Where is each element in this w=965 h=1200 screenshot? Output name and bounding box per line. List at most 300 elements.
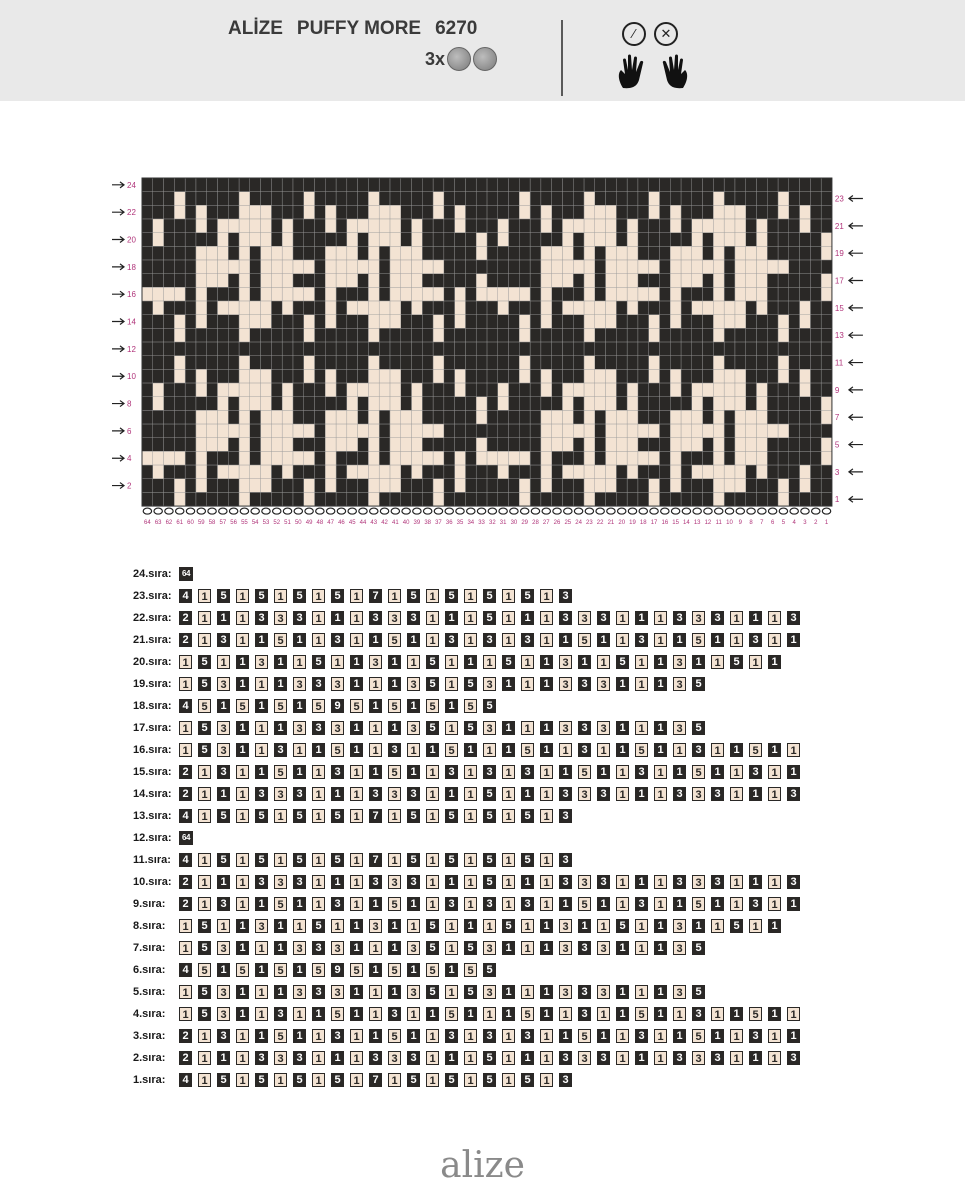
light-stitch-count: 1: [730, 611, 743, 625]
light-stitch-count: 1: [521, 919, 534, 933]
light-stitch-count: 1: [521, 721, 534, 735]
dark-stitch-count: 1: [331, 611, 344, 625]
chart-cell: [401, 219, 412, 233]
chart-cell: [142, 424, 153, 438]
chart-cell: [487, 342, 498, 356]
dark-stitch-count: 1: [369, 963, 382, 977]
cast-on-loop-icon: [219, 508, 227, 514]
chart-cell: [541, 383, 552, 397]
chart-cell: [401, 205, 412, 219]
chart-cell: [336, 219, 347, 233]
chart-cell: [304, 369, 315, 383]
chart-cell: [412, 438, 423, 452]
chart-cell: [541, 260, 552, 274]
dark-stitch-count: 1: [350, 677, 363, 691]
light-stitch-count: 5: [274, 699, 287, 713]
cast-on-loop-icon: [337, 508, 345, 514]
light-stitch-count: 1: [711, 743, 724, 757]
chart-cell: [541, 205, 552, 219]
row-instruction: [133, 871, 833, 893]
chart-cell: [562, 397, 573, 411]
light-stitch-count: 1: [654, 1029, 667, 1043]
light-stitch-count: 1: [198, 787, 211, 801]
chart-cell: [347, 178, 358, 192]
light-stitch-count: 1: [426, 853, 439, 867]
dark-stitch-count: 3: [407, 1051, 420, 1065]
chart-cell: [142, 465, 153, 479]
cast-on-loop-icon: [445, 508, 453, 514]
chart-cell: [767, 383, 778, 397]
chart-cell: [444, 465, 455, 479]
dark-stitch-count: 3: [673, 1051, 686, 1065]
chart-cell: [573, 301, 584, 315]
chart-cell: [746, 479, 757, 493]
chart-cell: [649, 410, 660, 424]
dark-stitch-count: 5: [426, 919, 439, 933]
dark-stitch-count: 1: [388, 941, 401, 955]
light-stitch-count: 1: [673, 743, 686, 757]
chart-cell: [422, 383, 433, 397]
dark-stitch-count: 1: [711, 1029, 724, 1043]
chart-cell: [530, 192, 541, 206]
row-label: 19.sıra:: [133, 678, 172, 690]
chart-cell: [412, 205, 423, 219]
light-stitch-count: 1: [293, 743, 306, 757]
light-stitch-count: 3: [597, 941, 610, 955]
chart-cell: [713, 246, 724, 260]
chart-cell: [584, 356, 595, 370]
dark-stitch-count: 1: [616, 1007, 629, 1021]
chart-cell: [379, 301, 390, 315]
light-stitch-count: 1: [198, 809, 211, 823]
chart-cell: [336, 424, 347, 438]
chart-cell: [552, 328, 563, 342]
chart-cell: [735, 274, 746, 288]
chart-cell: [670, 246, 681, 260]
chart-cell: [767, 479, 778, 493]
dark-stitch-count: 3: [217, 897, 230, 911]
chart-cell: [487, 424, 498, 438]
light-stitch-count: 1: [198, 1051, 211, 1065]
light-stitch-count: 3: [673, 941, 686, 955]
chart-cell: [174, 246, 185, 260]
chart-cell: [164, 178, 175, 192]
chart-cell: [476, 260, 487, 274]
chart-cell: [261, 410, 272, 424]
chart-cell: [368, 369, 379, 383]
chart-cell: [552, 260, 563, 274]
chart-cell: [756, 424, 767, 438]
chart-cell: [293, 424, 304, 438]
light-stitch-count: 1: [749, 655, 762, 669]
chart-cell: [789, 315, 800, 329]
chart-cell: [541, 369, 552, 383]
cast-on-loop-icon: [779, 508, 787, 514]
chart-cell: [217, 397, 228, 411]
dark-stitch-count: 3: [217, 1029, 230, 1043]
light-stitch-count: 1: [236, 1029, 249, 1043]
chart-cell: [304, 356, 315, 370]
stitch-counts: [179, 1029, 800, 1043]
chart-cell: [810, 397, 821, 411]
chart-cell: [649, 192, 660, 206]
dark-stitch-count: 3: [369, 875, 382, 889]
chart-cell: [153, 397, 164, 411]
chart-cell: [756, 342, 767, 356]
chart-cell: [455, 438, 466, 452]
chart-cell: [810, 192, 821, 206]
light-stitch-count: 5: [578, 633, 591, 647]
chart-cell: [681, 410, 692, 424]
chart-cell: [649, 328, 660, 342]
chart-cell: [724, 205, 735, 219]
chart-cell: [476, 205, 487, 219]
chart-cell: [390, 424, 401, 438]
cast-on-loop-icon: [747, 508, 755, 514]
chart-cell: [250, 260, 261, 274]
chart-cell: [358, 205, 369, 219]
chart-cell: [595, 260, 606, 274]
chart-cell: [713, 233, 724, 247]
chart-cell: [153, 205, 164, 219]
chart-cell: [336, 246, 347, 260]
chart-cell: [735, 397, 746, 411]
light-stitch-count: 1: [635, 941, 648, 955]
chart-cell: [185, 178, 196, 192]
chart-cell: [746, 205, 757, 219]
stitch-counts: [179, 589, 572, 603]
chart-cell: [519, 219, 530, 233]
chart-cell: [444, 356, 455, 370]
cast-on-loop-icon: [812, 508, 820, 514]
chart-cell: [713, 274, 724, 288]
chart-cell: [595, 383, 606, 397]
chart-cell: [509, 219, 520, 233]
chart-cell: [713, 287, 724, 301]
chart-cell: [239, 451, 250, 465]
chart-cell: [800, 328, 811, 342]
chart-cell: [703, 233, 714, 247]
chart-cell: [778, 342, 789, 356]
chart-cell: [196, 492, 207, 506]
chart-cell: [412, 192, 423, 206]
chart-cell: [153, 410, 164, 424]
dark-stitch-count: 2: [179, 1029, 192, 1043]
chart-cell: [821, 246, 832, 260]
chart-cell: [713, 260, 724, 274]
chart-cell: [595, 492, 606, 506]
column-number: 21: [607, 520, 615, 527]
chart-cell: [595, 246, 606, 260]
chart-cell: [293, 479, 304, 493]
chart-cell: [487, 301, 498, 315]
chart-cell: [789, 451, 800, 465]
chart-cell: [800, 192, 811, 206]
chart-cell: [336, 342, 347, 356]
dark-stitch-count: 3: [787, 875, 800, 889]
chart-cell: [606, 219, 617, 233]
chart-cell: [336, 465, 347, 479]
chart-cell: [498, 301, 509, 315]
light-stitch-count: 1: [426, 765, 439, 779]
chart-cell: [455, 287, 466, 301]
chart-cell: [552, 274, 563, 288]
chart-cell: [724, 233, 735, 247]
chart-cell: [659, 301, 670, 315]
light-stitch-count: 1: [445, 919, 458, 933]
dark-stitch-count: 1: [711, 765, 724, 779]
chart-cell: [509, 274, 520, 288]
chart-cell: [638, 465, 649, 479]
chart-cell: [174, 424, 185, 438]
chart-cell: [314, 342, 325, 356]
dark-stitch-count: 3: [559, 853, 572, 867]
cast-on-loop-icon: [715, 508, 723, 514]
dark-stitch-count: 1: [407, 963, 420, 977]
light-stitch-count: 1: [616, 897, 629, 911]
chart-cell: [314, 479, 325, 493]
chart-cell: [638, 492, 649, 506]
chart-cell: [638, 383, 649, 397]
chart-cell: [627, 246, 638, 260]
dark-stitch-count: 5: [407, 809, 420, 823]
chart-cell: [800, 178, 811, 192]
chart-cell: [681, 424, 692, 438]
chart-cell: [185, 260, 196, 274]
chart-cell: [821, 260, 832, 274]
light-stitch-count: 1: [312, 633, 325, 647]
chart-cell: [519, 438, 530, 452]
chart-cell: [347, 287, 358, 301]
chart-cell: [659, 246, 670, 260]
light-stitch-count: 1: [464, 611, 477, 625]
light-stitch-count: 1: [787, 1007, 800, 1021]
light-stitch-count: 1: [236, 765, 249, 779]
chart-cell: [498, 246, 509, 260]
light-stitch-count: 1: [540, 611, 553, 625]
dark-stitch-count: 3: [711, 1051, 724, 1065]
dark-stitch-count: 5: [331, 853, 344, 867]
chart-cell: [767, 356, 778, 370]
chart-cell: [681, 328, 692, 342]
dark-stitch-count: 1: [540, 941, 553, 955]
light-stitch-count: 1: [616, 765, 629, 779]
chart-cell: [800, 397, 811, 411]
chart-cell: [422, 479, 433, 493]
chart-cell: [519, 397, 530, 411]
light-stitch-count: 1: [426, 1051, 439, 1065]
dark-stitch-count: 3: [293, 611, 306, 625]
dark-stitch-count: 1: [464, 919, 477, 933]
chart-cell: [304, 192, 315, 206]
chart-cell: [196, 246, 207, 260]
chart-cell: [250, 424, 261, 438]
chart-cell: [638, 369, 649, 383]
light-stitch-count: 1: [540, 1029, 553, 1043]
chart-cell: [562, 479, 573, 493]
dark-stitch-count: 1: [388, 985, 401, 999]
chart-cell: [627, 178, 638, 192]
chart-cell: [390, 356, 401, 370]
skein-count: 3x: [425, 48, 446, 69]
light-stitch-count: 3: [407, 941, 420, 955]
chart-cell: [196, 397, 207, 411]
chart-cell: [455, 233, 466, 247]
chart-cell: [552, 383, 563, 397]
chart-cell: [358, 410, 369, 424]
light-stitch-count: 1: [616, 1029, 629, 1043]
chart-cell: [250, 246, 261, 260]
chart-cell: [164, 383, 175, 397]
chart-cell: [692, 479, 703, 493]
chart-cell: [530, 301, 541, 315]
chart-cell: [228, 260, 239, 274]
chart-cell: [584, 192, 595, 206]
skein-quantity: [425, 46, 499, 72]
row-label: 18.sıra:: [133, 700, 172, 712]
dark-stitch-count: 1: [236, 941, 249, 955]
chart-cell: [670, 219, 681, 233]
chart-cell: [271, 342, 282, 356]
chart-cell: [196, 465, 207, 479]
column-number: 64: [144, 520, 151, 527]
chart-cell: [293, 328, 304, 342]
chart-cell: [713, 192, 724, 206]
chart-cell: [616, 369, 627, 383]
chart-cell: [282, 233, 293, 247]
chart-cell: [767, 287, 778, 301]
chart-cell: [228, 479, 239, 493]
chart-cell: [293, 192, 304, 206]
light-stitch-count: 1: [179, 677, 192, 691]
light-stitch-count: 3: [692, 787, 705, 801]
chart-cell: [196, 301, 207, 315]
chart-cell: [595, 356, 606, 370]
chart-cell: [584, 315, 595, 329]
chart-cell: [767, 342, 778, 356]
chart-cell: [379, 274, 390, 288]
chart-cell: [347, 451, 358, 465]
chart-cell: [282, 451, 293, 465]
light-stitch-count: 3: [217, 941, 230, 955]
chart-cell: [756, 260, 767, 274]
column-number: 19: [629, 520, 636, 527]
dark-stitch-count: 1: [426, 743, 439, 757]
chart-cell: [498, 315, 509, 329]
dark-stitch-count: 5: [407, 1073, 420, 1087]
chart-cell: [153, 342, 164, 356]
dark-stitch-count: 3: [369, 1051, 382, 1065]
chart-cell: [800, 205, 811, 219]
chart-cell: [390, 369, 401, 383]
chart-cell: [584, 424, 595, 438]
dark-stitch-count: 1: [616, 985, 629, 999]
light-stitch-count: 3: [559, 655, 572, 669]
dark-stitch-count: 5: [198, 1007, 211, 1021]
cast-on-loop-icon: [186, 508, 194, 514]
chart-cell: [164, 274, 175, 288]
chart-cell: [659, 451, 670, 465]
chart-cell: [336, 451, 347, 465]
dark-stitch-count: 1: [331, 1051, 344, 1065]
chart-cell: [606, 192, 617, 206]
column-number: 20: [618, 520, 626, 527]
chart-cell: [746, 356, 757, 370]
chart-cell: [519, 410, 530, 424]
chart-cell: [185, 424, 196, 438]
chart-cell: [562, 328, 573, 342]
stitch-counts: [179, 831, 193, 845]
chart-cell: [778, 410, 789, 424]
chart-cell: [810, 287, 821, 301]
row-instruction: [133, 717, 833, 739]
chart-cell: [519, 287, 530, 301]
chart-cell: [325, 287, 336, 301]
dark-stitch-count: 3: [749, 633, 762, 647]
chart-cell: [756, 397, 767, 411]
chart-cell: [314, 424, 325, 438]
chart-cell: [476, 287, 487, 301]
light-stitch-count: 1: [635, 985, 648, 999]
stitch-counts: [179, 963, 496, 977]
chart-cell: [153, 356, 164, 370]
chart-cell: [821, 328, 832, 342]
dark-stitch-count: 3: [521, 1029, 534, 1043]
chart-cell: [390, 274, 401, 288]
chart-cell: [821, 356, 832, 370]
chart-cell: [444, 369, 455, 383]
chart-cell: [282, 246, 293, 260]
chart-cell: [142, 260, 153, 274]
row-label: 24.sıra:: [133, 568, 172, 580]
chart-cell: [562, 383, 573, 397]
chart-cell: [325, 192, 336, 206]
chart-cell: [433, 383, 444, 397]
dark-stitch-count: 3: [578, 677, 591, 691]
dark-stitch-count: 3: [559, 787, 572, 801]
dark-stitch-count: 1: [255, 699, 268, 713]
chart-cell: [724, 438, 735, 452]
chart-cell: [789, 192, 800, 206]
cast-on-loop-icon: [499, 508, 507, 514]
dark-stitch-count: 1: [673, 633, 686, 647]
chart-cell: [541, 328, 552, 342]
chart-cell: [368, 479, 379, 493]
light-stitch-count: 1: [312, 589, 325, 603]
chart-cell: [487, 260, 498, 274]
chart-cell: [314, 205, 325, 219]
light-stitch-count: 1: [540, 809, 553, 823]
chart-cell: [174, 233, 185, 247]
chart-cell: [552, 233, 563, 247]
chart-cell: [584, 233, 595, 247]
dark-stitch-count: 5: [483, 809, 496, 823]
chart-cell: [261, 328, 272, 342]
cast-on-loop-icon: [154, 508, 162, 514]
dark-stitch-count: 1: [502, 985, 515, 999]
chart-cell: [304, 301, 315, 315]
light-stitch-count: 1: [388, 589, 401, 603]
chart-cell: [228, 328, 239, 342]
dark-stitch-count: 1: [445, 875, 458, 889]
chart-cell: [174, 287, 185, 301]
chart-cell: [541, 233, 552, 247]
chart-cell: [390, 328, 401, 342]
column-number: 63: [154, 520, 162, 527]
chart-cell: [800, 424, 811, 438]
chart-cell: [347, 205, 358, 219]
chart-cell: [789, 492, 800, 506]
